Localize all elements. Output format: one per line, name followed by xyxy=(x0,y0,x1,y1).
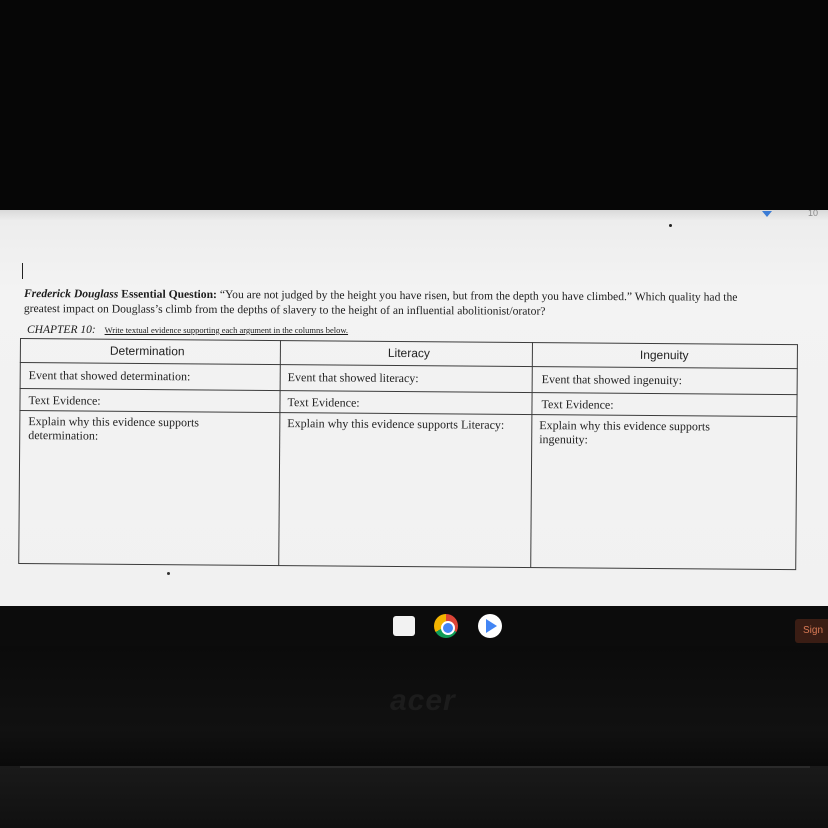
chapter-label: CHAPTER 10: xyxy=(27,324,96,336)
explain-literacy-label[interactable]: Explain why this evidence supports Literacy: xyxy=(287,416,505,432)
brand-logo: acer xyxy=(390,684,456,717)
play-triangle-icon xyxy=(486,619,497,633)
hinge-edge xyxy=(20,766,810,768)
header-literacy: Literacy xyxy=(387,345,430,361)
event-ingenuity-label[interactable]: Event that showed ingenuity: xyxy=(541,372,683,388)
chapter-heading xyxy=(27,324,348,336)
evidence-determination-label[interactable]: Text Evidence: xyxy=(28,393,101,408)
evidence-literacy-label[interactable]: Text Evidence: xyxy=(287,395,360,410)
explain-ingenuity-label[interactable]: Explain why this evidence supports ingenuity: xyxy=(539,418,711,447)
page-indicator: 10 xyxy=(807,210,818,218)
event-determination-label[interactable]: Event that showed determination: xyxy=(28,368,191,384)
document-screen xyxy=(0,210,828,606)
chevron-down-icon[interactable] xyxy=(762,211,772,217)
essential-question xyxy=(24,286,764,320)
event-literacy-label[interactable]: Event that showed literacy: xyxy=(287,370,419,386)
stray-mark xyxy=(167,572,170,575)
chrome-icon-center xyxy=(441,621,455,635)
question-text: “You are not judged by the height you have risen, but from the depth you have climbed.” Which quality had the greatest impact on Douglass’s climb from the depths of slavery to the height of an influential abolitionist/orator? xyxy=(23,288,738,318)
header-ingenuity: Ingenuity xyxy=(639,347,689,363)
explain-determination-label[interactable]: Explain why this evidence supports determination: xyxy=(28,414,200,443)
evidence-ingenuity-label[interactable]: Text Evidence: xyxy=(541,397,614,412)
laptop-base xyxy=(0,766,828,828)
question-label: Essential Question xyxy=(121,287,214,301)
files-app-icon[interactable] xyxy=(393,616,415,636)
toolbar-strip xyxy=(0,210,828,220)
chapter-instructions: Write textual evidence supporting each argument in the columns below. xyxy=(104,325,349,335)
stray-mark xyxy=(669,224,672,227)
text-cursor xyxy=(22,263,23,279)
evidence-table xyxy=(18,338,798,570)
sign-in-button[interactable]: Sign xyxy=(795,619,828,643)
question-colon: : xyxy=(213,287,217,302)
header-determination: Determination xyxy=(109,343,185,359)
question-title: Frederick Douglass xyxy=(23,287,119,301)
